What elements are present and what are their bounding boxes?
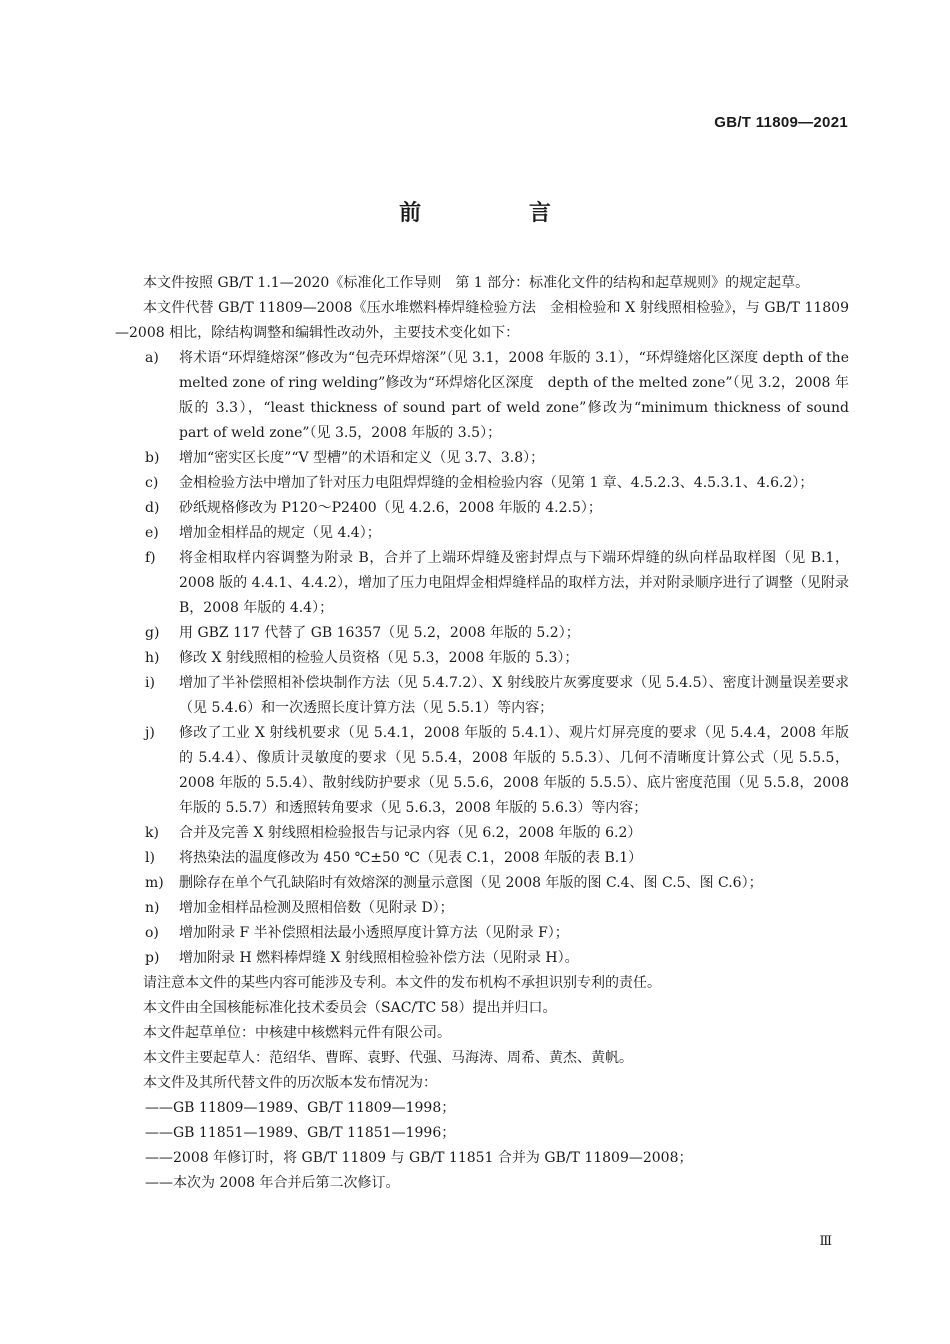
- list-item-text: 增加“密实区长度”“V 型槽”的术语和定义（见 3.7、3.8）；: [179, 450, 545, 466]
- page-title: 前 言: [399, 201, 601, 226]
- list-item-text: 增加金相样品的规定（见 4.4）；: [179, 525, 381, 541]
- list-item: [115, 871, 849, 896]
- list-item-tag: c): [145, 475, 159, 491]
- list-item: [115, 646, 849, 671]
- history-item: ——GB 11851—1989、GB/T 11851—1996；: [145, 1125, 456, 1141]
- list-item-text: 增加附录 H 燃料棒焊缝 X 射线照相检验补偿方法（见附录 H）。: [179, 950, 579, 966]
- intro-paragraph: 本文件代替 GB/T 11809—2008《压水堆燃料棒焊缝检验方法 金相检验和 X 射线照相检验》，与 GB/T 11809—2008 相比，除结构调整和编辑性改动外，主要技术变化如下：: [115, 300, 849, 341]
- page-number: Ⅲ: [819, 1234, 832, 1249]
- list-item-text: 增加金相样品检测及照相倍数（见附录 D）；: [179, 900, 454, 916]
- list-item-text: 金相检验方法中增加了针对压力电阻焊焊缝的金相检验内容（见第 1 章、4.5.2.3、4.5.3.1、4.6.2）；: [179, 475, 814, 491]
- list-item-text: 增加了半补偿照相补偿块制作方法（见 5.4.7.2）、X 射线胶片灰雾度要求（见 5.4.5）、密度计测量误差要求（见 5.4.6）和一次透照长度计算方法（见 5.5.1）等内容；: [179, 675, 849, 716]
- closing-paragraph: 本文件由全国核能标准化技术委员会（SAC/TC 58）提出并归口。: [143, 1000, 557, 1016]
- history-item: ——2008 年修订时，将 GB/T 11809 与 GB/T 11851 合并为 GB/T 11809—2008；: [145, 1150, 693, 1166]
- list-item-tag: o): [145, 925, 159, 941]
- closing-paragraph: 请注意本文件的某些内容可能涉及专利。本文件的发布机构不承担识别专利的责任。: [143, 975, 661, 991]
- list-item-tag: k): [145, 825, 159, 841]
- list-item-tag: e): [145, 525, 159, 541]
- list-item-tag: h): [145, 650, 160, 666]
- list-item-tag: g): [145, 625, 160, 641]
- list-item-text: 删除存在单个气孔缺陷时有效熔深的测量示意图（见 2008 年版的图 C.4、图 C.5、图 C.6）；: [179, 875, 763, 891]
- list-item: [115, 721, 849, 821]
- list-item-text: 将热染法的温度修改为 450 ℃±50 ℃（见表 C.1，2008 年版的表 B.1）: [179, 850, 643, 866]
- list-item-text: 合并及完善 X 射线照相检验报告与记录内容（见 6.2，2008 年版的 6.2）: [179, 825, 642, 841]
- list-item-tag: j): [145, 725, 155, 741]
- document-body: [115, 271, 849, 1196]
- closing-paragraph: 本文件主要起草人：范绍华、曹晖、袁野、代强、马海涛、周希、黄杰、黄帆。: [143, 1050, 633, 1066]
- history-item: ——GB 11809—1989、GB/T 11809—1998；: [145, 1100, 456, 1116]
- list-item: [115, 471, 849, 496]
- list-item-tag: a): [145, 350, 159, 366]
- list-item: [115, 921, 849, 946]
- standard-number: GB/T 11809—2021: [714, 114, 848, 131]
- list-item: [115, 896, 849, 921]
- list-item-text: 用 GBZ 117 代替了 GB 16357（见 5.2，2008 年版的 5.2）；: [179, 625, 580, 641]
- list-item: [115, 546, 849, 621]
- list-item: [115, 821, 849, 846]
- changes-list: [115, 346, 849, 971]
- list-item: [115, 621, 849, 646]
- intro-paragraph: 本文件按照 GB/T 1.1—2020《标准化工作导则 第 1 部分：标准化文件的结构和起草规则》的规定起草。: [143, 275, 810, 291]
- list-item-tag: b): [145, 450, 160, 466]
- list-item-tag: i): [145, 675, 155, 691]
- list-item-text: 修改 X 射线照相的检验人员资格（见 5.3，2008 年版的 5.3）；: [179, 650, 579, 666]
- list-item-text: 将金相取样内容调整为附录 B，合并了上端环焊缝及密封焊点与下端环焊缝的纵向样品取样图（见 B.1，2008 版的 4.4.1、4.4.2），增加了压力电阻焊金相焊缝样品的取样方法，并对附录顺序进行了调整（见附录 B，2008 年版的 4.4）；: [179, 550, 849, 616]
- history-item: ——本次为 2008 年合并后第二次修订。: [145, 1175, 400, 1191]
- list-item-tag: m): [145, 875, 164, 891]
- list-item: [115, 446, 849, 471]
- list-item: [115, 521, 849, 546]
- closing-paragraph: 本文件起草单位：中核建中核燃料元件有限公司。: [143, 1025, 451, 1041]
- list-item-tag: d): [145, 500, 160, 516]
- closing-paragraph: 本文件及其所代替文件的历次版本发布情况为：: [143, 1075, 437, 1091]
- list-item-tag: f): [145, 550, 156, 566]
- list-item: [115, 496, 849, 521]
- list-item-text: 砂纸规格修改为 P120～P2400（见 4.2.6，2008 年版的 4.2.5）；: [179, 500, 602, 516]
- version-history: [115, 1096, 849, 1196]
- list-item: [115, 846, 849, 871]
- list-item: [115, 671, 849, 721]
- list-item-tag: p): [145, 950, 160, 966]
- list-item-text: 将术语“环焊缝熔深”修改为“包壳环焊熔深”（见 3.1，2008 年版的 3.1），“环焊缝熔化区深度 depth of the melted zone of ring welding”修改为“环焊熔化区深度 depth of the melted zone”（见 3.2，2008 年版的 3.3），“least thickness of sound part of weld zone”修改为“minimum thickness of sound part of weld zone”（见 3.5，2008 年版的 3.5）；: [179, 350, 849, 441]
- list-item-text: 增加附录 F 半补偿照相法最小透照厚度计算方法（见附录 F）；: [179, 925, 569, 941]
- list-item-tag: n): [145, 900, 160, 916]
- list-item: [115, 346, 849, 446]
- list-item-tag: l): [145, 850, 155, 866]
- list-item-text: 修改了工业 X 射线机要求（见 5.4.1，2008 年版的 5.4.1）、观片灯屏亮度的要求（见 5.4.4，2008 年版的 5.4.4）、像质计灵敏度的要求（见 5.5.4，2008 年版的 5.5.3）、几何不清晰度计算公式（见 5.5.5，2008 年版的 5.5.4）、散射线防护要求（见 5.5.6，2008 年版的 5.5.5）、底片密度范围（见 5.5.8，2008 年版的 5.5.7）和透照转角要求（见 5.6.3，2008 年版的 5.6.3）等内容；: [179, 725, 849, 816]
- list-item: [115, 946, 849, 971]
